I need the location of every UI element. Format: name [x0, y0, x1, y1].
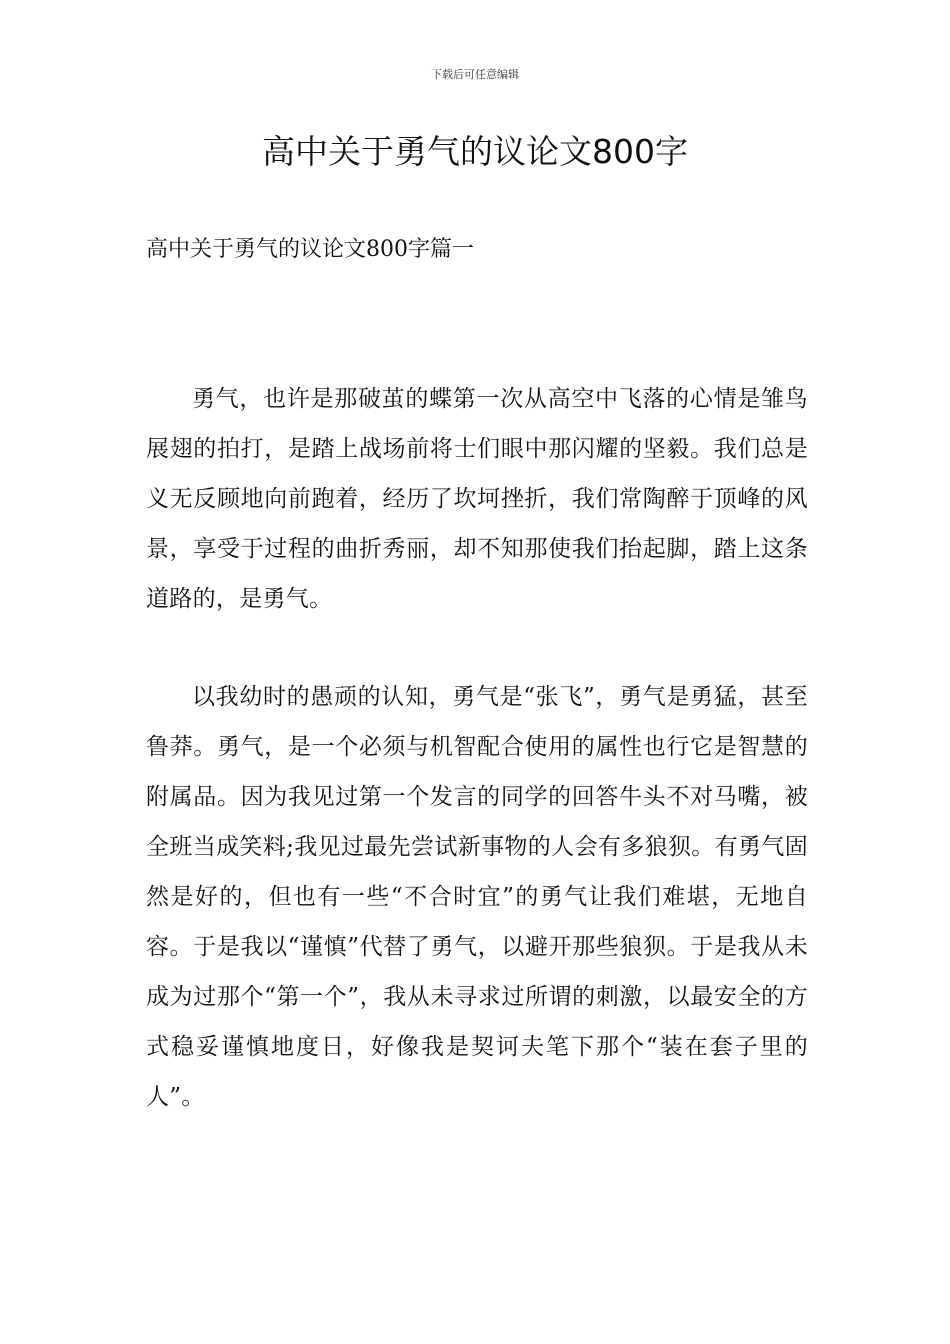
paragraph-2: 以我幼时的愚顽的认知，勇气是“张飞”，勇气是勇猛，甚至鲁莽。勇气，是一个必须与机智配合使用的属性也行它是智慧的附属品。因为我见过第一个发言的同学的回答牛头不对马嘴，被全班当成笑料;我见过最先尝试新事物的人会有多狼狈。有勇气固然是好的，但也有一些“不合时宜”的勇气让我们难堪，无地自容。于是我以“谨慎”代替了勇气，以避开那些狼狈。于是我从未成为过那个“第一个”，我从未寻求过所谓的刺激，以最安全的方式稳妥谨慎地度日，好像我是契诃夫笔下那个“装在套子里的人”。	[146, 684, 808, 1110]
document-title: 高中关于勇气的议论文800字	[262, 132, 688, 171]
header-note: 下载后可任意编辑	[431, 68, 519, 81]
paragraph-1: 勇气，也许是那破茧的蝶第一次从高空中飞落的心情是雏鸟展翅的拍打，是踏上战场前将士们眼中那闪耀的坚毅。我们总是义无反顾地向前跑着，经历了坎坷挫折，我们常陶醉于顶峰的风景，享受于过程的曲折秀丽，却不知那使我们抬起脚，踏上这条道路的，是勇气。	[146, 386, 808, 612]
section-heading: 高中关于勇气的议论文800字篇一	[146, 237, 474, 262]
